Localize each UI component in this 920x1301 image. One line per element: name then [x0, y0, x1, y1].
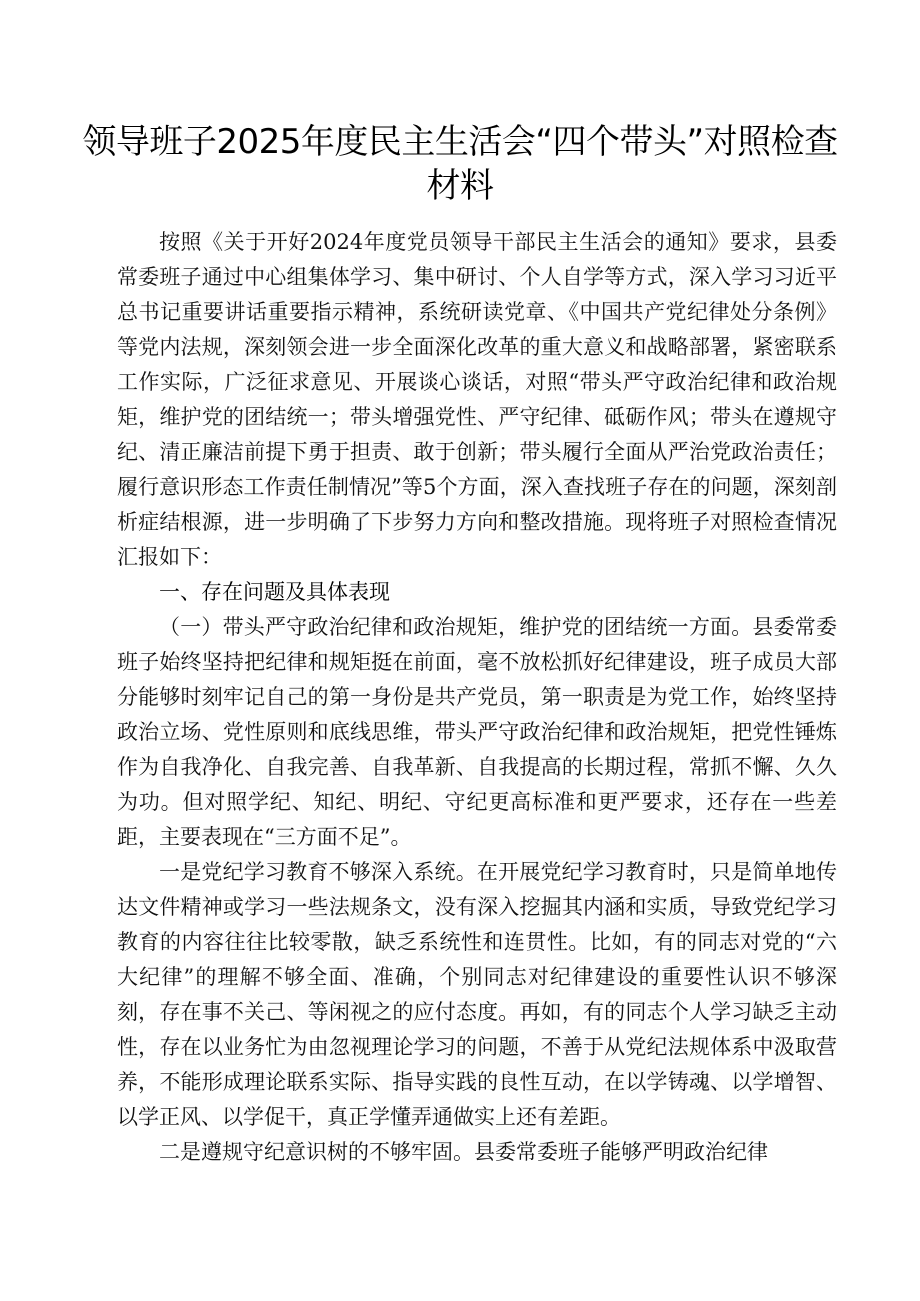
section-heading: 一、存在问题及具体表现	[159, 580, 390, 604]
intro-paragraph: 按照《关于开好2024年度党员领导干部民主生活会的通知》要求，县委常委班子通过中心组集体学习、集中研讨、个人自学等方式，深入学习习近平总书记重要讲话重要指示精神，系统研读党章、《中国共产党纪律处分条例》等党内法规，深刻领会进一步全面深化改革的重大意义和战略部署，紧密联系工作实际，广泛征求意见、开展谈心谈话，对照“带头严守政治纪律和政治规矩，维护党的团结统一；带头增强党性、严守纪律、砥砺作风；带头在遵规守纪、清正廉洁前提下勇于担责、敢于创新；带头履行全面从严治党政治责任；履行意识形态工作责任制情况”等5个方面，深入查找班子存在的问题，深刻剖析症结根源，进一步明确了下步努力方向和整改措施。现将班子对照检查情况汇报如下：	[117, 230, 837, 569]
document-title: 领导班子2025年度民主生活会“四个带头”对照检查材料	[82, 122, 838, 206]
document-body	[117, 225, 837, 1170]
section-one-paragraph: （一）带头严守政治纪律和政治规矩，维护党的团结统一方面。县委常委班子始终坚持把纪律和规矩挺在前面，毫不放松抓好纪律建设，班子成员大部分能够时刻牢记自己的第一身份是共产党员，第一职责是为党工作，始终坚持政治立场、党性原则和底线思维，带头严守政治纪律和政治规矩，把党性锤炼作为自我净化、自我完善、自我革新、自我提高的长期过程，常抓不懈、久久为功。但对照学纪、知纪、明纪、守纪更高标准和更严要求，还存在一些差距，主要表现在“三方面不足”。	[117, 615, 837, 849]
point-two-paragraph: 二是遵规守纪意识树的不够牢固。县委常委班子能够严明政治纪律	[159, 1140, 768, 1164]
point-one-paragraph: 一是党纪学习教育不够深入系统。在开展党纪学习教育时，只是简单地传达文件精神或学习一些法规条文，没有深入挖掘其内涵和实质，导致党纪学习教育的内容往往比较零散，缺乏系统性和连贯性。比如，有的同志对党的“六大纪律”的理解不够全面、准确，个别同志对纪律建设的重要性认识不够深刻，存在事不关己、等闲视之的应付态度。再如，有的同志个人学习缺乏主动性，存在以业务忙为由忽视理论学习的问题，不善于从党纪法规体系中汲取营养，不能形成理论联系实际、指导实践的良性互动，在以学铸魂、以学增智、以学正风、以学促干，真正学懂弄通做实上还有差距。	[117, 860, 837, 1129]
